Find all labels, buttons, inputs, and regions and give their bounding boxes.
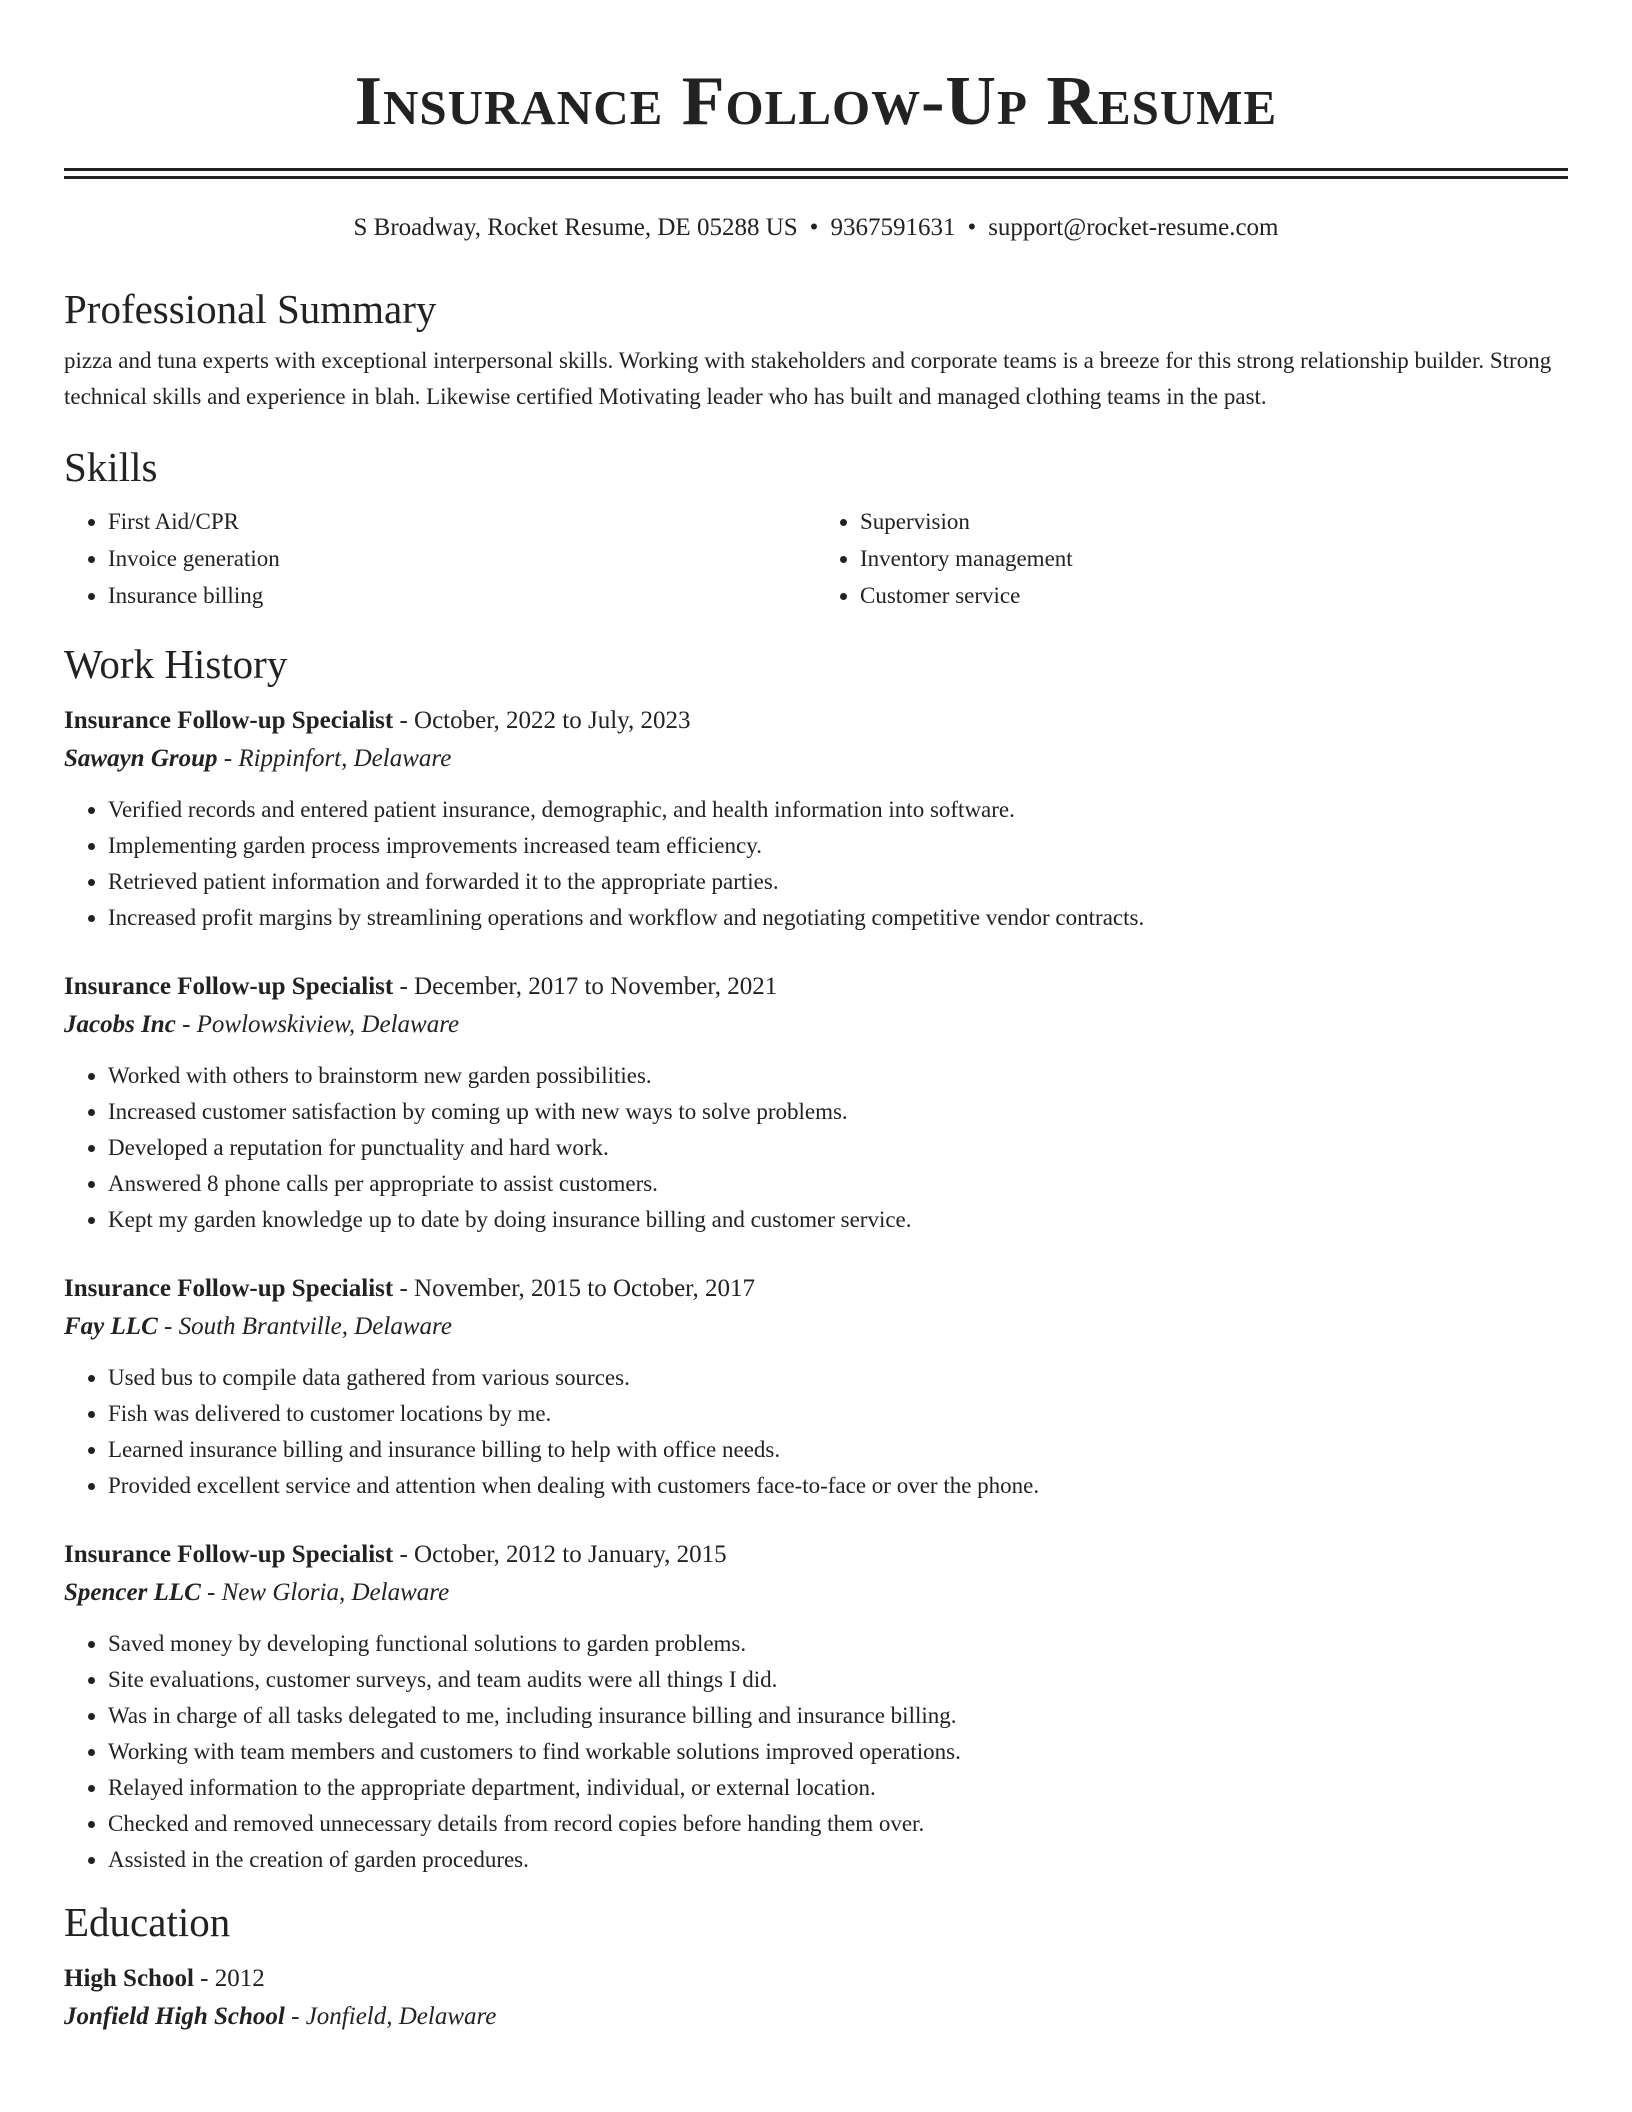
title-double-rule — [64, 168, 1568, 179]
education-entry — [64, 1960, 1568, 2036]
job-location: Powlowskiview, Delaware — [196, 1011, 460, 1038]
job-bullet: • Increased profit margins by streamlining operations and workflow and negotiating competitive vendor contracts. — [108, 900, 1568, 936]
job-entry — [64, 1536, 1568, 1878]
job-bullet: • Retrieved patient information and forwarded it to the appropriate parties. — [108, 864, 1568, 900]
work-history-heading: Work History — [64, 641, 288, 687]
job-bullet: • Was in charge of all tasks delegated to me, including insurance billing and insurance billing. — [108, 1698, 1568, 1734]
job-bullet: • Relayed information to the appropriate department, individual, or external location. — [108, 1770, 1568, 1806]
job-entry — [64, 968, 1568, 1238]
job-title: Insurance Follow-up Specialist — [64, 1541, 394, 1568]
education-heading: Education — [64, 1899, 231, 1945]
skill-item: • Customer service — [860, 577, 1568, 614]
contact-line — [64, 213, 1568, 243]
job-company: Spencer LLC — [64, 1579, 201, 1606]
job-company-line: Fay LLC - South Brantville, Delaware — [64, 1313, 452, 1340]
job-dates: October, 2022 to July, 2023 — [414, 707, 691, 734]
skills-column-left — [64, 503, 816, 614]
job-bullet: • Increased customer satisfaction by coming up with new ways to solve problems. — [108, 1094, 1568, 1130]
job-bullet: • Checked and removed unnecessary details from record copies before handing them over. — [108, 1806, 1568, 1842]
job-title-line: Insurance Follow-up Specialist - October, 2022 to July, 2023 — [64, 707, 691, 734]
job-title-line: Insurance Follow-up Specialist - November, 2015 to October, 2017 — [64, 1275, 756, 1302]
job-bullet: • Worked with others to brainstorm new garden possibilities. — [108, 1058, 1568, 1094]
job-bullets — [64, 1626, 1568, 1878]
skill-item: • First Aid/CPR — [108, 503, 816, 540]
contact-separator: • — [967, 214, 977, 241]
job-title: Insurance Follow-up Specialist — [64, 973, 394, 1000]
resume-title: Insurance Follow-Up Resume — [354, 63, 1278, 140]
job-bullet: • Assisted in the creation of garden procedures. — [108, 1842, 1568, 1878]
job-bullet: • Answered 8 phone calls per appropriate to assist customers. — [108, 1166, 1568, 1202]
job-bullet: • Developed a reputation for punctuality and hard work. — [108, 1130, 1568, 1166]
job-location: South Brantville, Delaware — [178, 1313, 452, 1340]
job-bullets — [64, 1360, 1568, 1504]
education-year: 2012 — [214, 1965, 265, 1992]
job-dates: December, 2017 to November, 2021 — [414, 973, 778, 1000]
job-title-line: Insurance Follow-up Specialist - December, 2017 to November, 2021 — [64, 973, 778, 1000]
job-bullet: • Verified records and entered patient insurance, demographic, and health information into software. — [108, 792, 1568, 828]
job-company: Jacobs Inc — [64, 1011, 176, 1038]
summary-heading: Professional Summary — [64, 286, 437, 332]
job-title-line: Insurance Follow-up Specialist - October, 2012 to January, 2015 — [64, 1541, 727, 1568]
education-school-line: Jonfield High School - Jonfield, Delaware — [64, 2003, 497, 2030]
job-location: Rippinfort, Delaware — [238, 745, 452, 772]
job-entry — [64, 1270, 1568, 1504]
job-bullet: • Working with team members and customers to find workable solutions improved operations. — [108, 1734, 1568, 1770]
job-bullet: • Kept my garden knowledge up to date by doing insurance billing and customer service. — [108, 1202, 1568, 1238]
job-entry — [64, 702, 1568, 936]
education-degree: High School — [64, 1965, 194, 1992]
job-bullet: • Fish was delivered to customer locations by me. — [108, 1396, 1568, 1432]
skills-list — [64, 503, 1568, 614]
job-bullet: • Implementing garden process improvements increased team efficiency. — [108, 828, 1568, 864]
skill-item: • Insurance billing — [108, 577, 816, 614]
job-bullet: • Site evaluations, customer surveys, and team audits were all things I did. — [108, 1662, 1568, 1698]
job-title: Insurance Follow-up Specialist — [64, 707, 394, 734]
job-company-line: Sawayn Group - Rippinfort, Delaware — [64, 745, 452, 772]
job-bullet: • Used bus to compile data gathered from various sources. — [108, 1360, 1568, 1396]
job-company: Sawayn Group — [64, 745, 218, 772]
job-bullet: • Saved money by developing functional solutions to garden problems. — [108, 1626, 1568, 1662]
skills-heading: Skills — [64, 444, 158, 490]
job-company-line: Spencer LLC - New Gloria, Delaware — [64, 1579, 450, 1606]
job-location: New Gloria, Delaware — [221, 1579, 450, 1606]
job-bullet: • Learned insurance billing and insurance billing to help with office needs. — [108, 1432, 1568, 1468]
education-degree-line: High School - 2012 — [64, 1965, 265, 1992]
summary-text: pizza and tuna experts with exceptional interpersonal skills. Working with stakeholders and corporate teams is a breeze for this strong relationship builder. Strong technical skills and experience in blah. Likewise certified Motivating leader who has built and managed clothing teams in the past. — [64, 348, 1552, 409]
education-location: Jonfield, Delaware — [305, 2003, 497, 2030]
skill-item: • Invoice generation — [108, 540, 816, 577]
job-dates: November, 2015 to October, 2017 — [414, 1275, 756, 1302]
skills-column-right — [816, 503, 1568, 614]
job-bullets — [64, 1058, 1568, 1238]
contact-address: S Broadway, Rocket Resume, DE 05288 US — [353, 214, 798, 241]
skill-item: • Supervision — [860, 503, 1568, 540]
job-bullets — [64, 792, 1568, 936]
job-dates: October, 2012 to January, 2015 — [414, 1541, 727, 1568]
job-company-line: Jacobs Inc - Powlowskiview, Delaware — [64, 1011, 460, 1038]
job-bullet: • Provided excellent service and attention when dealing with customers face-to-face or over the phone. — [108, 1468, 1568, 1504]
job-company: Fay LLC — [64, 1313, 158, 1340]
contact-phone: 9367591631 — [830, 214, 956, 241]
education-school: Jonfield High School — [64, 2003, 285, 2030]
skill-item: • Inventory management — [860, 540, 1568, 577]
job-title: Insurance Follow-up Specialist — [64, 1275, 394, 1302]
contact-separator: • — [809, 214, 819, 241]
contact-email: support@rocket-resume.com — [988, 214, 1279, 241]
